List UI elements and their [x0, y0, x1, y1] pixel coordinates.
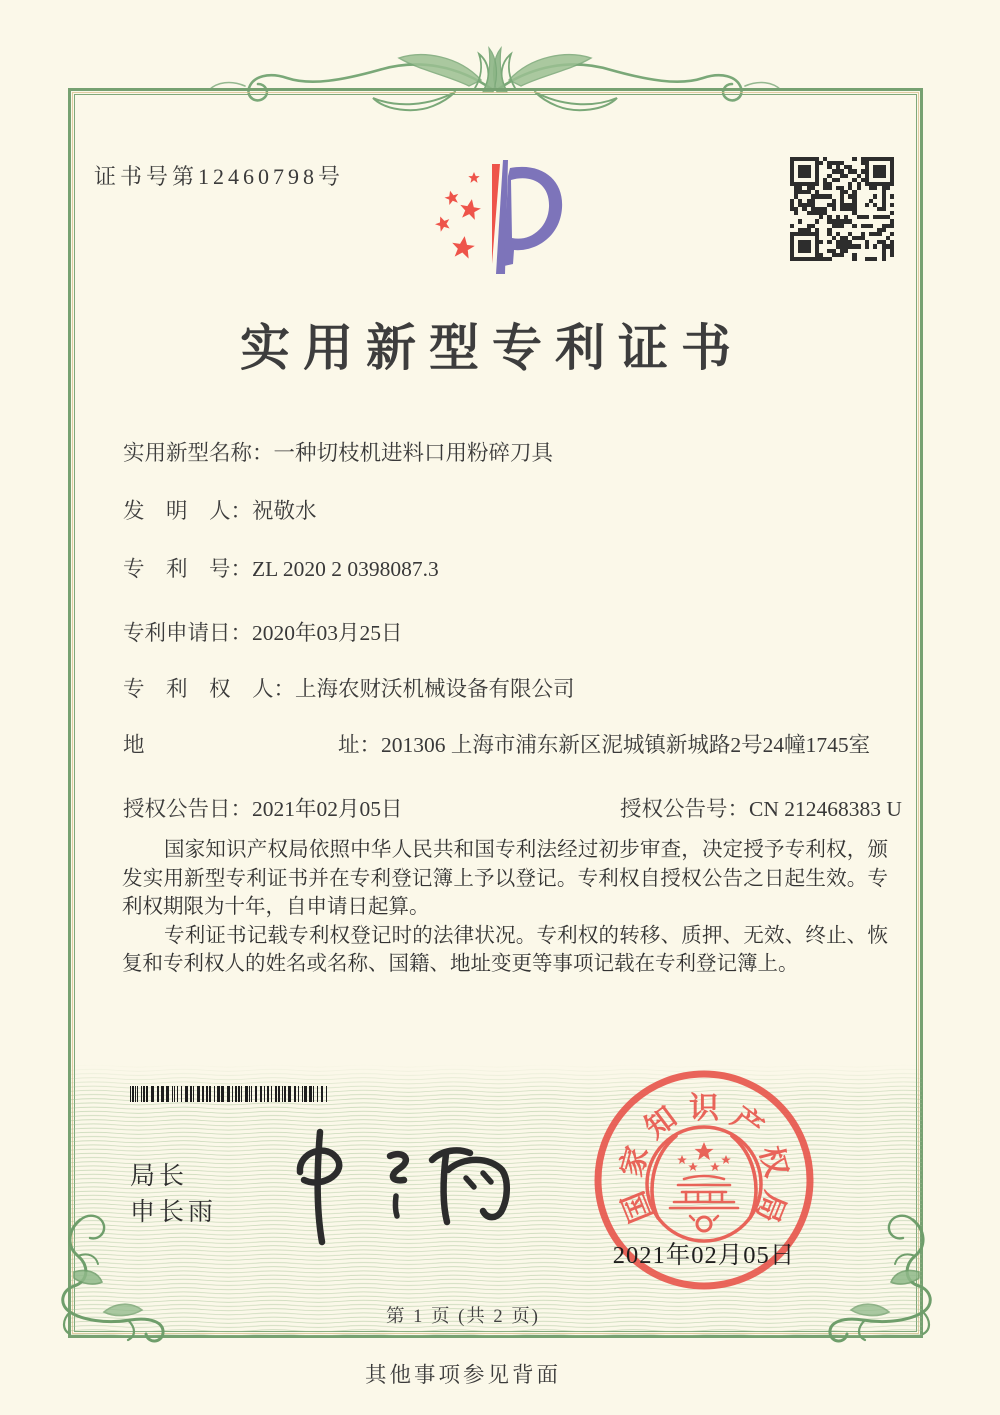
certificate-title: 实用新型专利证书 [240, 320, 744, 376]
seal-char: 局 [749, 1186, 792, 1227]
page-number: 第 1 页 (共 2 页) [386, 1307, 540, 1327]
field-name [123, 436, 553, 467]
field-filing-date-value: 2020年03月25日 [252, 621, 403, 645]
field-address-label: 地 址： [123, 733, 382, 757]
field-filing-date-label: 专利申请日： [123, 621, 253, 645]
seal-char: 国 [616, 1186, 659, 1227]
legal-paragraph-1: 国家知识产权局依照中华人民共和国专利法经过初步审查，决定授予专利权，颁发实用新型专利证书并在专利登记簿上予以登记。专利权自授权公告之日起生效。专利权期限为十年，自申请日起算。 [122, 839, 888, 919]
back-side-note: 其他事项参见背面 [364, 1363, 561, 1387]
field-grant-date-value: 2021年02月05日 [252, 797, 403, 821]
certificate-number: 证书号第12460798号 [94, 164, 345, 189]
signer-name: 申长雨 [130, 1199, 218, 1226]
field-inventor-value: 祝敬水 [252, 499, 317, 523]
field-name-label: 实用新型名称： [123, 441, 274, 465]
field-grant-no-label: 授权公告号： [620, 797, 750, 821]
field-patent-no-label: 专 利 号： [123, 557, 253, 581]
seal-char: 产 [725, 1100, 769, 1146]
qr-code [790, 157, 894, 261]
field-patent-no-value: ZL 2020 2 0398087.3 [252, 557, 439, 581]
legal-paragraph-2: 专利证书记载专利权登记时的法律状况。专利权的转移、质押、无效、终止、恢复和专利权人的姓名或名称、国籍、地址变更等事项记载在专利登记簿上。 [122, 924, 888, 976]
field-patentee-label: 专 利 权 人： [123, 677, 296, 701]
field-inventor-label: 发 明 人： [123, 499, 253, 523]
legal-text-block [122, 836, 888, 979]
field-name-value: 一种切枝机进料口用粉碎刀具 [273, 441, 554, 465]
field-grant-no-value: CN 212468383 U [749, 797, 902, 821]
field-grant [123, 792, 902, 823]
field-filing-date [123, 616, 403, 647]
field-inventor [123, 494, 317, 525]
seal-char: 权 [753, 1142, 793, 1181]
field-patentee [123, 672, 575, 703]
seal-char: 识 [689, 1092, 719, 1125]
field-patent-no [123, 552, 439, 583]
seal-date: 2021年02月05日 [612, 1242, 796, 1269]
seal-char: 知 [639, 1100, 683, 1146]
field-address-value: 201306 上海市浦东新区泥城镇新城路2号24幢1745室 [381, 733, 871, 757]
cnipa-logo-icon [418, 146, 574, 298]
corner-flourish-right [812, 1214, 949, 1351]
field-patentee-value: 上海农财沃机械设备有限公司 [295, 677, 575, 701]
signer-title: 局长 [130, 1163, 189, 1190]
seal-char: 家 [615, 1142, 655, 1181]
field-grant-date-label: 授权公告日： [123, 797, 253, 821]
barcode [130, 1086, 386, 1102]
national-emblem-icon [647, 1127, 761, 1241]
field-address [123, 728, 870, 759]
corner-flourish-left [44, 1214, 181, 1351]
signature-image [262, 1120, 517, 1250]
